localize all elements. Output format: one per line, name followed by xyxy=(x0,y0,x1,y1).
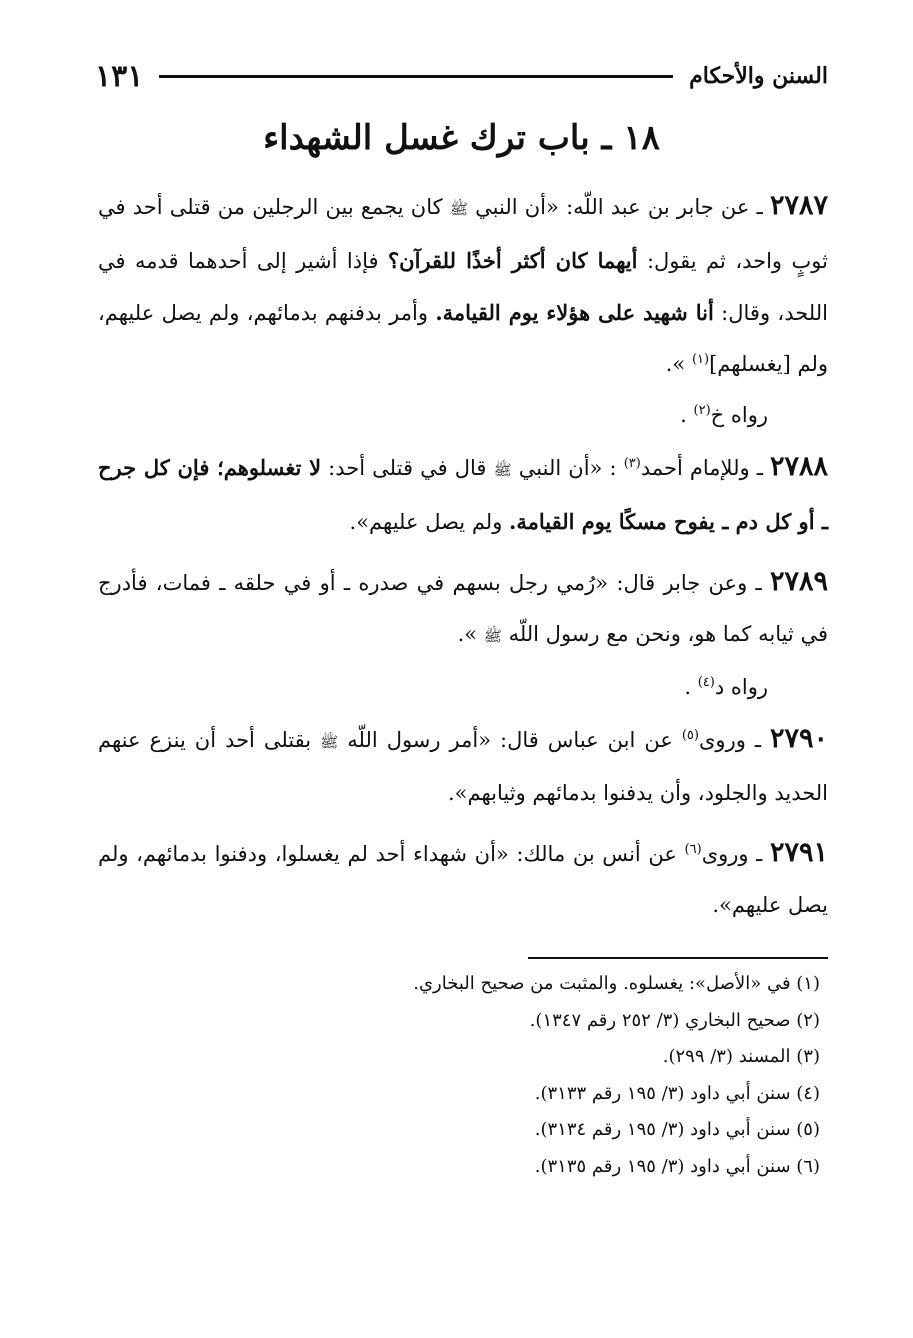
hadith-bold-text: أيهما كان أكثر أخذًا للقرآن؟ xyxy=(388,248,638,273)
hadith-text: : «أن النبي xyxy=(511,456,624,480)
hadith-number: ٢٧٩١ xyxy=(769,837,828,868)
header-rule xyxy=(159,75,673,78)
footnote-ref: (٦) xyxy=(684,842,702,857)
hadith-text: فإذا أشير إلى أحدهما قدمه في اللحد، وقال: xyxy=(98,249,828,325)
footnote-ref: (٤) xyxy=(697,675,715,690)
hadith-text: ـ وعن جابر قال: «رُمي رجل بسهم في صدره ـ أو في حلقه ـ فمات، فأدرج في ثيابه كما هو، ونحن مع رسول اللّه xyxy=(98,571,828,646)
narration-text: رواه د xyxy=(714,675,768,699)
hadith-text: ـ وللإمام أحمد xyxy=(640,456,770,480)
salawat-glyph: ﷺ xyxy=(483,627,502,645)
hadith-text: ». xyxy=(665,352,692,376)
salawat-glyph: ﷺ xyxy=(493,461,512,479)
hadith-2789 xyxy=(98,556,828,662)
hadith-number: ٢٧٨٧ xyxy=(769,190,828,221)
hadith-2787 xyxy=(98,180,828,390)
hadith-text: كان يجمع بين الرجلين من قتلى أحد في ثوبٍ واحد، ثم يقول: xyxy=(98,195,828,273)
footnote-1: (١) في «الأصل»: يغسلوه. والمثبت من صحيح البخاري. xyxy=(413,973,820,994)
page-number: ١٣١ xyxy=(95,58,144,94)
hadith-text: ـ عن جابر بن عبد اللّه: «أن النبي xyxy=(467,195,770,219)
narration-text: رواه خ xyxy=(710,403,768,427)
narration-source xyxy=(98,662,828,713)
page-header xyxy=(95,56,828,96)
hadith-number: ٢٧٩٠ xyxy=(769,723,828,754)
footnote-separator xyxy=(528,957,828,959)
hadith-text: وأمر بدفنهم بدمائهم، ولم يصل عليهم، ولم [يغسلهم] xyxy=(98,301,828,376)
salawat-glyph: ﷺ xyxy=(449,200,468,218)
hadith-text: ـ وروى xyxy=(698,728,770,752)
hadith-text: عن أنس بن مالك: «أن شهداء أحد لم يغسلوا، ودفنوا بدمائهم، ولم يصل عليهم». xyxy=(98,842,828,917)
salawat-glyph: ﷺ xyxy=(320,733,339,751)
footnote-ref: (١) xyxy=(691,352,710,367)
footnote-6: (٦) سنن أبي داود (٣/ ١٩٥ رقم ٣١٣٥). xyxy=(534,1155,820,1177)
narration-source xyxy=(98,390,828,441)
hadith-2788 xyxy=(98,441,828,548)
footnote-ref: (٥) xyxy=(681,728,699,743)
hadith-number: ٢٧٨٩ xyxy=(769,566,828,597)
narration-end: . xyxy=(684,675,698,699)
footnote-3: (٣) المسند (٣/ ٢٩٩). xyxy=(662,1046,820,1067)
hadith-2790 xyxy=(98,713,828,819)
running-book-title: السنن والأحكام xyxy=(689,63,828,89)
hadith-text: ولم يصل عليهم». xyxy=(349,510,510,534)
hadith-text: بقتلى أحد أن ينزع عنهم الحديد والجلود، وأن يدفنوا بدمائهم وثيابهم». xyxy=(98,728,828,805)
footnote-2: (٢) صحيح البخاري (٣/ ٢٥٢ رقم ١٣٤٧). xyxy=(529,1009,820,1031)
narration-end: . xyxy=(680,403,694,427)
footnote-4: (٤) سنن أبي داود (٣/ ١٩٥ رقم ٣١٣٣). xyxy=(534,1082,820,1104)
footnote-ref: (٣) xyxy=(623,456,641,471)
hadith-text: عن ابن عباس قال: «أمر رسول اللّه xyxy=(338,728,682,752)
hadith-2791 xyxy=(98,827,828,931)
footnotes xyxy=(98,966,820,1185)
hadith-bold-text: أنا شهيد على هؤلاء يوم القيامة. xyxy=(435,300,714,325)
hadith-text: قال في قتلى أحد: xyxy=(321,456,494,480)
footnote-5: (٥) سنن أبي داود (٣/ ١٩٥ رقم ٣١٣٤). xyxy=(534,1119,820,1140)
hadith-number: ٢٧٨٨ xyxy=(770,451,829,482)
hadith-bold-text: لا تغسلوهم؛ فإن كل جرح ـ أو كل دم ـ يفوح مسكًا يوم القيامة. xyxy=(98,455,828,534)
hadith-text: ـ وروى xyxy=(701,842,770,866)
main-text xyxy=(98,180,828,931)
footnote-ref: (٢) xyxy=(693,403,711,418)
chapter-title: ١٨ ـ باب ترك غسل الشهداء xyxy=(263,118,660,158)
hadith-text: ». xyxy=(457,622,484,646)
